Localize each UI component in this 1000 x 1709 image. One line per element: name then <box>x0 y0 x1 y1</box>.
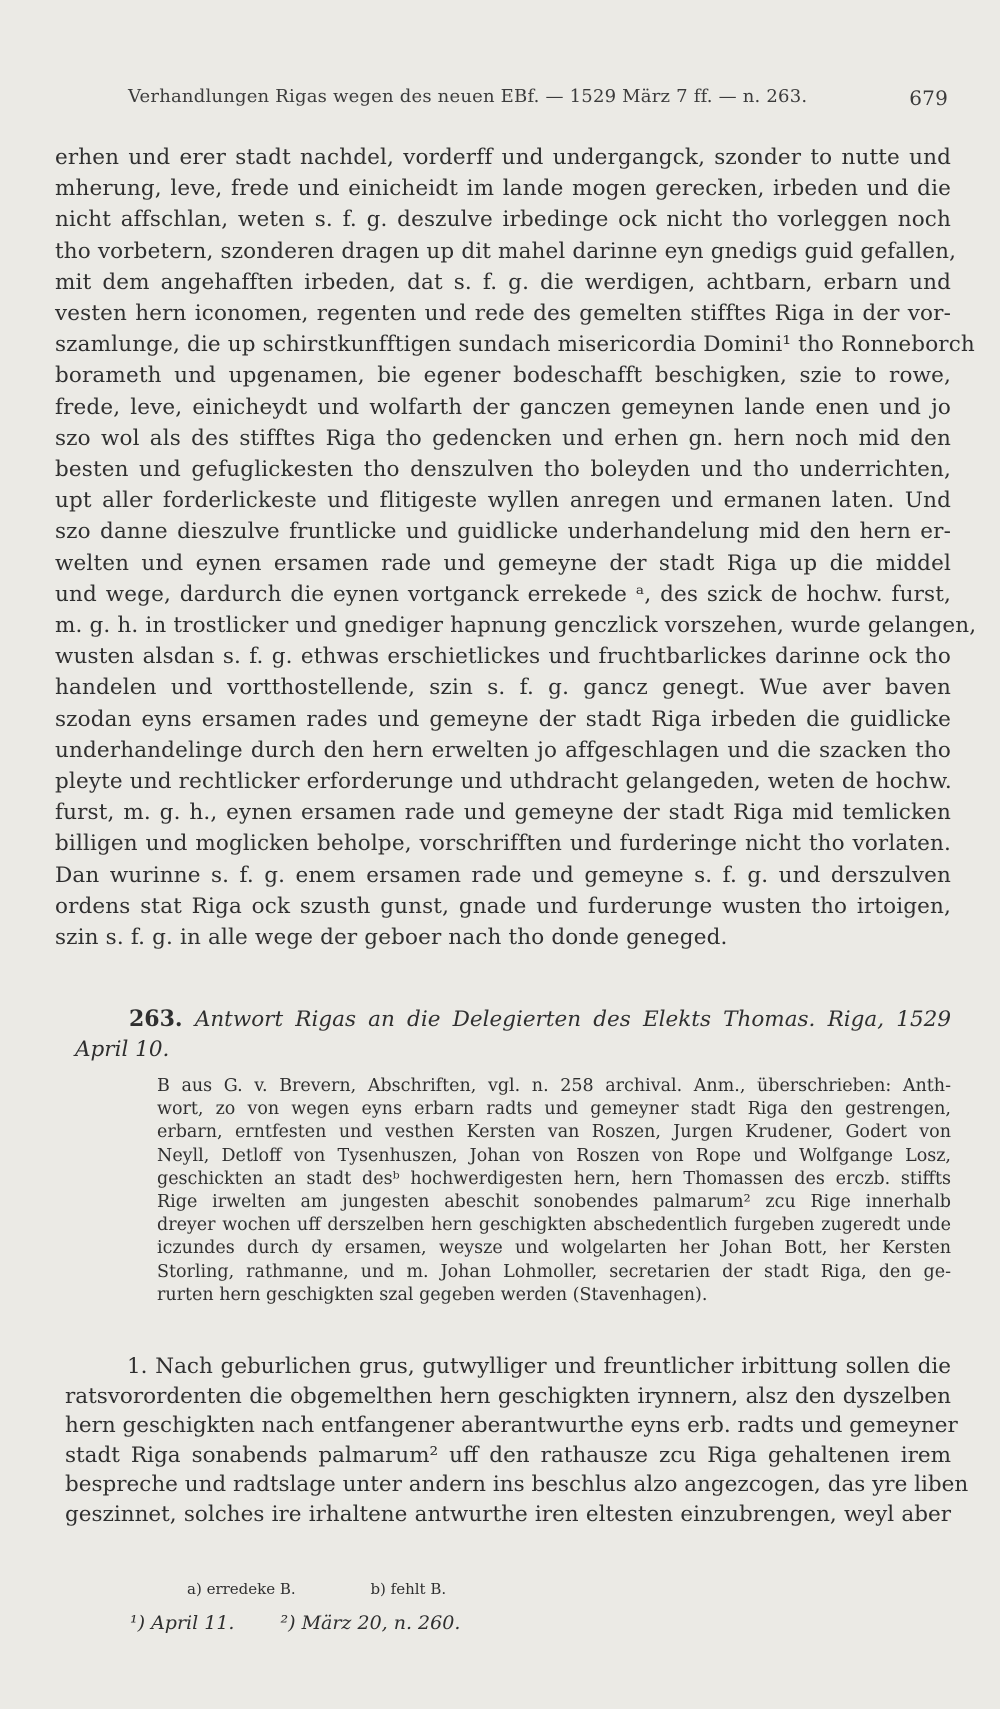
text-line: szamlunge, die up schirstkunfftigen sundach misericordia Domini¹ tho Ronneborch <box>55 332 975 358</box>
apparatus-line: B aus G. v. Brevern, Abschriften, vgl. n. 258 archival. Anm., überschrieben: Anth- <box>157 1076 951 1096</box>
section-line: geszinnet, solches ire irhaltene antwurthe iren eltesten einzubrengen, weyl aber <box>65 1501 951 1527</box>
footnote-b: b) fehlt B. <box>370 1580 447 1598</box>
text-line: ordens stat Riga ock szusth gunst, gnade und furderunge wusten tho irtoigen, <box>55 893 951 919</box>
text-line: wusten alsdan s. f. g. ethwas erschietlickes und fruchtbarlickes darinne ock tho <box>55 644 951 670</box>
footnote-a: a) erredeke B. <box>187 1580 296 1598</box>
text-line: mit dem angehafften irbeden, dat s. f. g. die werdigen, achtbarn, erbarn und <box>55 269 951 295</box>
text-line: m. g. h. in trostlicker und gnediger hapnung genczlick vorszehen, wurde gelangen, <box>55 613 977 639</box>
footnote-2: ²) März 20, n. 260. <box>280 1612 461 1634</box>
apparatus-line: wort, zo von wegen eyns erbarn radts und gemeyner stadt Riga den gestrengen, <box>157 1099 951 1120</box>
text-line: tho vorbetern, szonderen dragen up dit mahel darinne eyn gnedigs guid gefallen, <box>55 238 957 264</box>
text-line: szin s. f. g. in alle wege der geboer nach tho donde geneged. <box>55 925 728 951</box>
apparatus-line: Storling, rathmanne, und m. Johan Lohmoller, secretarien der stadt Riga, den ge- <box>157 1261 951 1282</box>
apparatus-line: iczundes durch dy ersamen, weysze und wolgelarten her Johan Bott, her Kersten <box>157 1238 951 1259</box>
textual-footnotes <box>187 1580 587 1598</box>
section-line: hern geschigkten nach entfangener aberantwurthe eyns erb. radts und gemeyner <box>65 1413 958 1438</box>
running-head <box>128 86 948 110</box>
running-head-title: Verhandlungen Rigas wegen des neuen EBf. — 1529 März 7 ff. — n. 263. <box>128 86 808 107</box>
text-line: pleyte und rechtlicker erforderunge und uthdracht gelangeden, weten de hochw. <box>55 769 952 795</box>
footnote-1: ¹) April 11. <box>130 1612 235 1634</box>
document-title: Antwort Rigas an die Delegierten des Elekts Thomas. Riga, 1529 <box>194 1007 951 1032</box>
section-1-text <box>65 1352 969 1529</box>
document-date: April 10. <box>75 1037 170 1062</box>
text-line: erhen und erer stadt nachdel, vorderff und undergangck, szonder to nutte und <box>55 145 951 170</box>
apparatus-line: erbarn, erntfesten und vesthen Kersten van Roszen, Jurgen Krudener, Godert von <box>157 1122 951 1143</box>
text-line: szo wol als des stifftes Riga tho gedencken und erhen gn. hern noch mid den <box>55 425 951 451</box>
text-line: szo danne dieszulve fruntlicke und guidlicke underhandelung mid den hern er- <box>55 519 951 545</box>
text-line: besten und gefuglickesten tho denszulven tho boleyden und tho underrichten, <box>55 457 951 483</box>
text-line: billigen und moglicken beholpe, vorschrifften und furderinge nicht tho vorlaten. <box>55 831 951 857</box>
text-line: frede, leve, einicheydt und wolfarth der ganczen gemeynen lande enen und jo <box>55 394 951 420</box>
section-line: 1. Nach geburlichen grus, gutwylliger und freuntlicher irbittung sollen die <box>127 1354 951 1379</box>
section-line: ratsvorordenten die obgemelthen hern geschigkten irynnern, alsz den dyszelben <box>65 1383 951 1409</box>
apparatus-line: geschickten an stadt desᵇ hochwerdigesten hern, hern Thomassen des erczb. stiffts <box>157 1168 951 1189</box>
document-heading <box>55 1004 951 1065</box>
section-line: bespreche und radtslage unter andern ins beschlus alzo angezcogen, das yre liben <box>65 1472 969 1497</box>
text-line: nicht affschlan, weten s. f. g. deszulve irbedinge ock nicht tho vorleggen noch <box>55 207 951 233</box>
text-line: upt aller forderlickeste und flitigeste wyllen anregen und ermanen laten. Und <box>55 488 951 514</box>
page-number: 679 <box>909 86 948 110</box>
document-heading-line-1 <box>55 1004 951 1035</box>
text-line: underhandelinge durch den hern erwelten jo affgeschlagen und die szacken tho <box>55 737 951 763</box>
text-line: Dan wurinne s. f. g. enem ersamen rade und gemeyne s. f. g. und derszulven <box>55 862 951 888</box>
apparatus-line: dreyer wochen uff derszelben hern geschigkten abschedentlich furgeben zugeredt unde <box>157 1215 951 1236</box>
apparatus-line: Neyll, Detloff von Tysenhuszen, Johan von Roszen von Rope und Wolfgange Losz, <box>157 1145 951 1166</box>
text-line: borameth und upgenamen, bie egener bodeschafft beschigken, szie to rowe, <box>55 363 951 389</box>
document-number: 263. <box>129 1006 183 1032</box>
text-line: und wege, dardurch die eynen vortganck errekede ᵃ, des szick de hochw. furst, <box>55 581 951 607</box>
text-line: welten und eynen ersamen rade und gemeyne der stadt Riga up die middel <box>55 550 951 576</box>
apparatus-line: rurten hern geschigkten szal gegeben werden (Stavenhagen). <box>157 1284 708 1305</box>
text-line: handelen und vortthostellende, szin s. f. g. gancz genegt. Wue aver baven <box>55 675 951 701</box>
text-line: furst, m. g. h., eynen ersamen rade und gemeyne der stadt Riga mid temlicken <box>55 800 951 826</box>
source-apparatus <box>157 1075 951 1307</box>
text-line: szodan eyns ersamen rades und gemeyne der stadt Riga irbeden die guidlicke <box>55 706 951 732</box>
section-line: stadt Riga sonabends palmarum² uff den rathausze zcu Riga gehaltenen irem <box>65 1442 951 1468</box>
main-text <box>55 142 977 953</box>
text-line: vesten hern iconomen, regenten und rede des gemelten stifftes Riga in der vor- <box>55 301 951 327</box>
apparatus-line: Rige irwelten am jungesten abeschit sonobendes palmarum² zcu Rige innerhalb <box>157 1192 951 1213</box>
numbered-footnotes <box>130 1612 630 1634</box>
text-line: mherung, leve, frede und einicheidt im lande mogen gerecken, irbeden und die <box>55 176 951 202</box>
